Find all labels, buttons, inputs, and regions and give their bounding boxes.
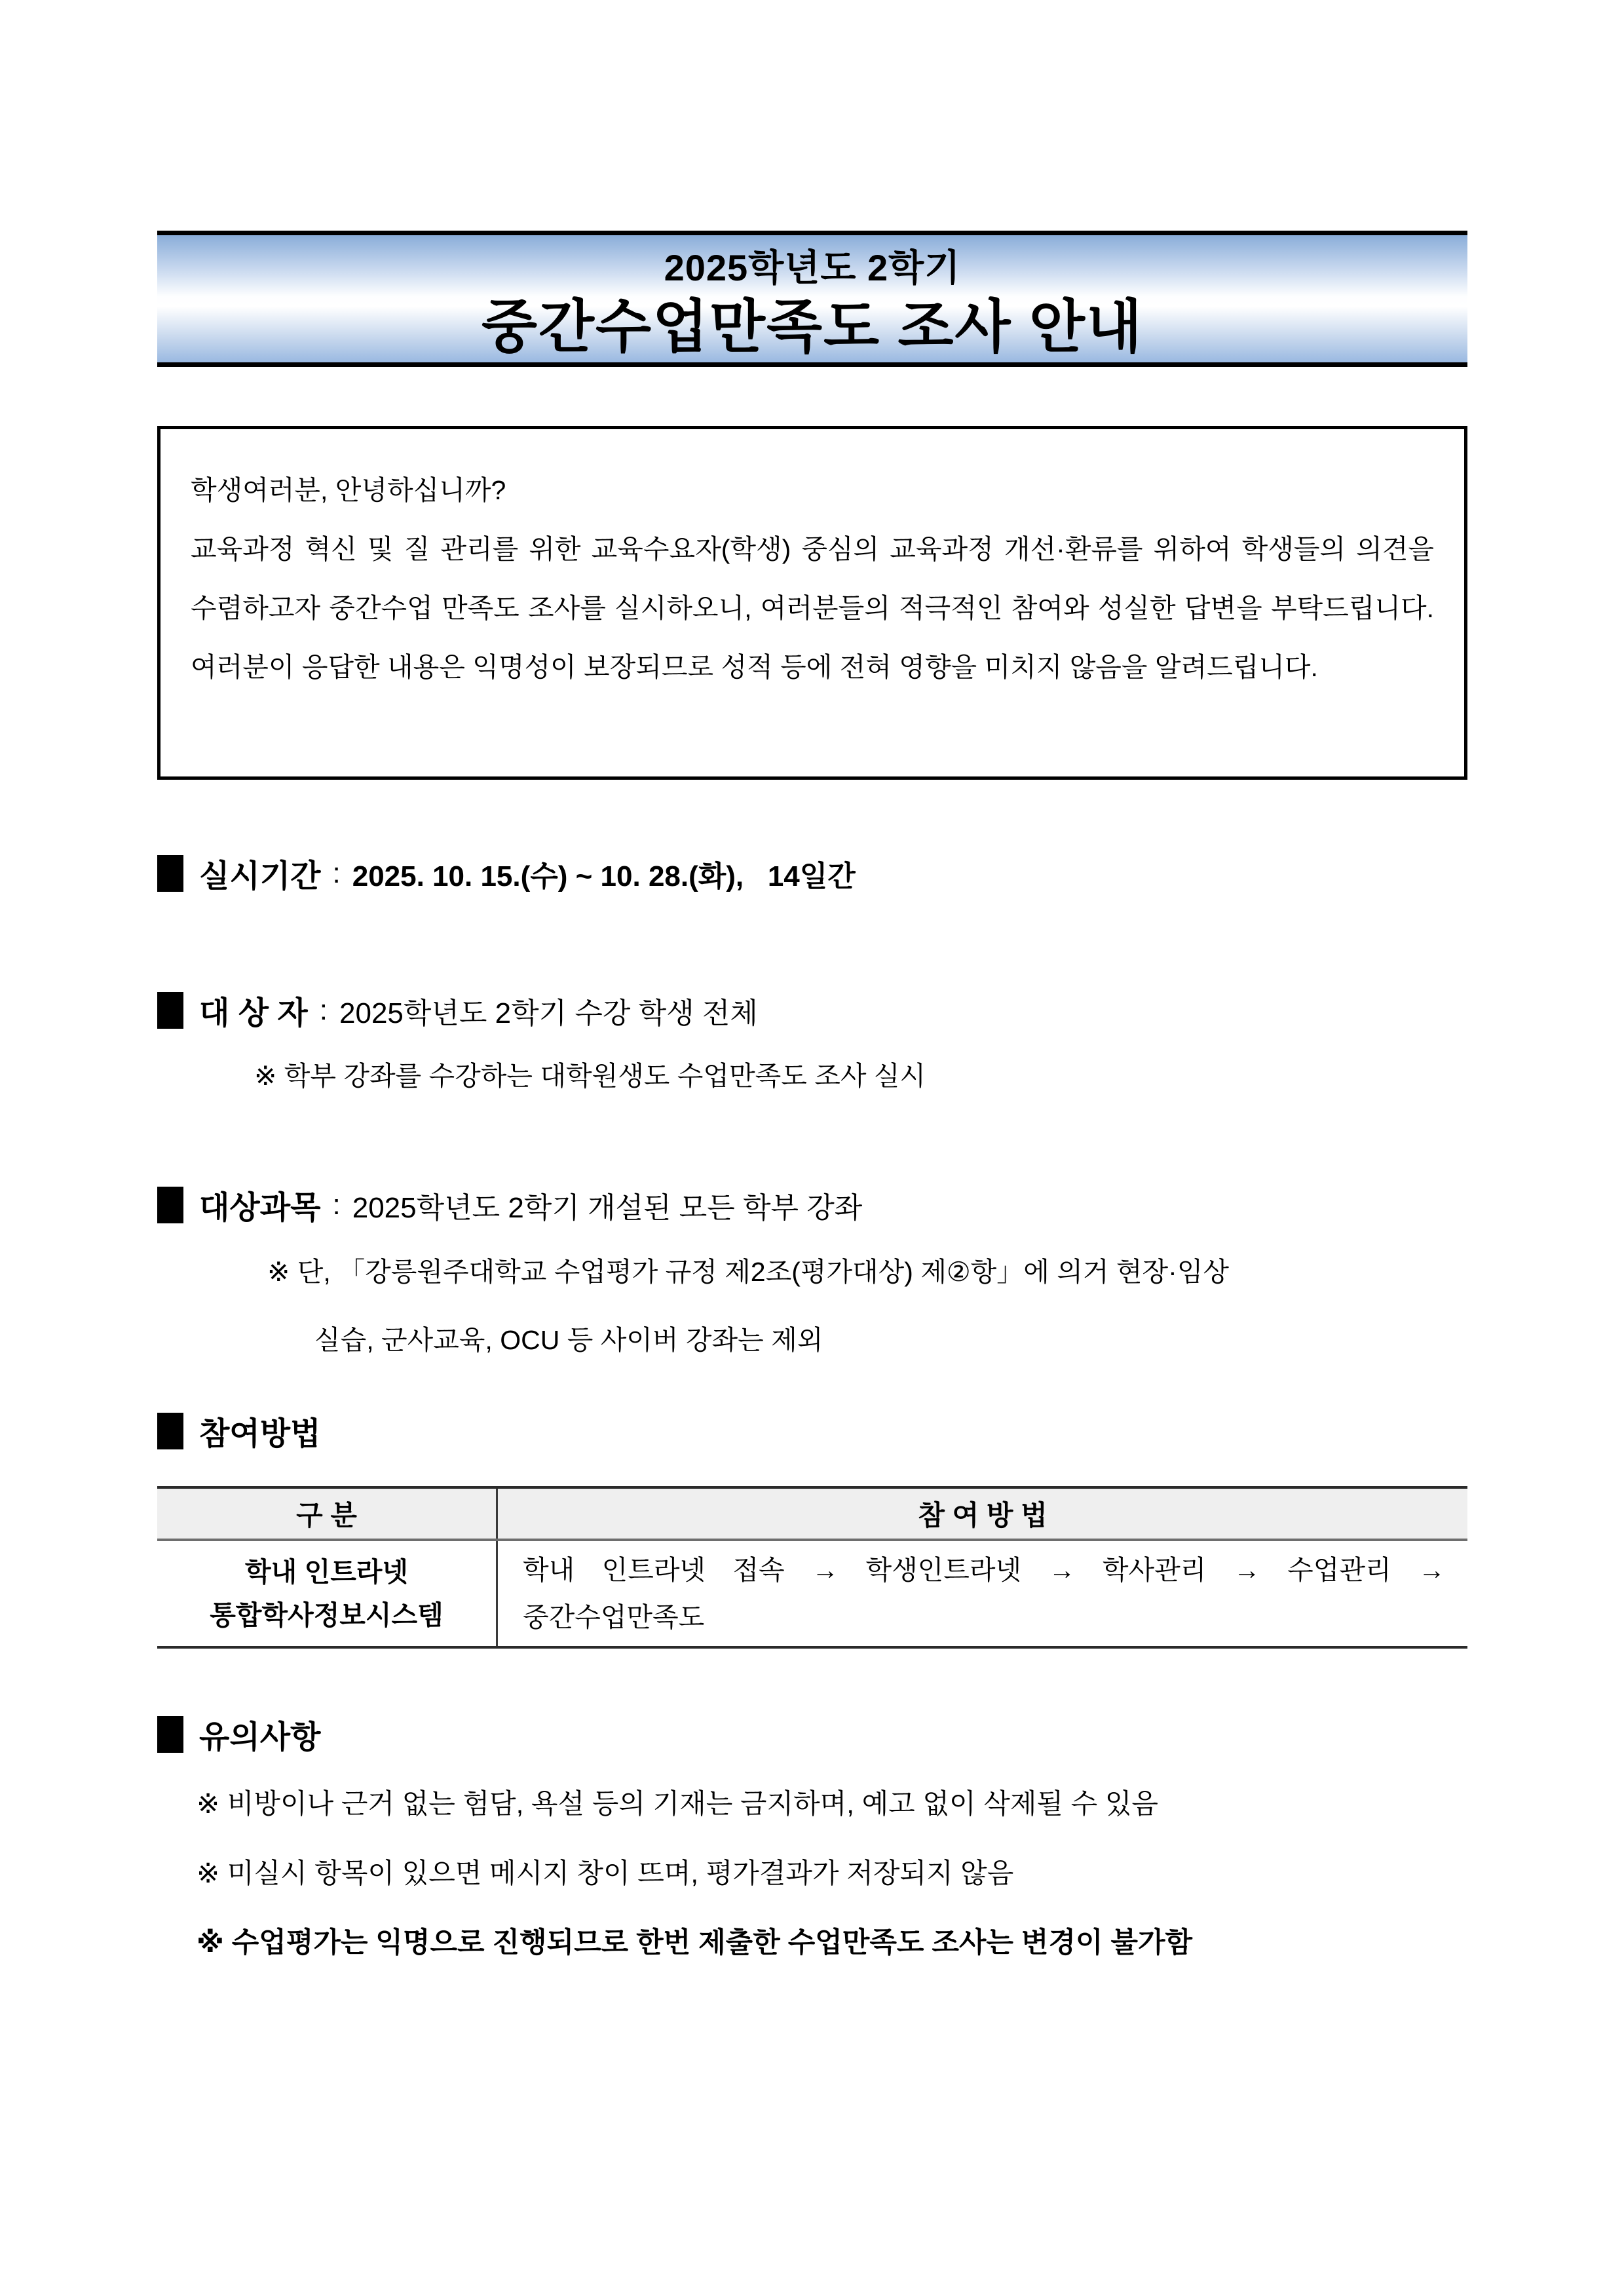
subjects-value: 2025학년도 2학기 개설된 모든 학부 강좌: [352, 1191, 863, 1224]
table-header-method: [498, 1489, 1467, 1539]
target-value: 2025학년도 2학기 수강 학생 전체: [339, 997, 758, 1029]
square-bullet-icon: [157, 1413, 183, 1449]
category-line1: 학내 인트라넷: [244, 1557, 409, 1587]
caution-list: [157, 1787, 1467, 1960]
table-header-method-label: 참 여 방 법: [918, 1500, 1048, 1531]
title-banner: [157, 231, 1467, 367]
caution-item-emphasized: ※ 수업평가는 익명으로 진행되므로 한번 제출한 수업만족도 조사는 변경이 불가함: [197, 1927, 1193, 1959]
section-participation: [157, 1408, 1467, 1453]
category-line2: 통합학사정보시스템: [210, 1600, 444, 1630]
subjects-colon: :: [332, 1188, 341, 1221]
period-value: 2025. 10. 15.(수) ~ 10. 28.(화), 14일간: [352, 860, 856, 892]
square-bullet-icon: [157, 1187, 183, 1223]
subjects-note-line2: 실습, 군사교육, OCU 등 사이버 강좌는 제외: [314, 1325, 823, 1355]
period-colon: :: [332, 856, 341, 889]
greeting-box: [157, 426, 1467, 780]
square-bullet-icon: [157, 1716, 183, 1753]
target-label: 대 상 자: [199, 996, 308, 1031]
subjects-note: [157, 1255, 1467, 1357]
table-row: [157, 1541, 1467, 1646]
period-label: 실시기간: [199, 859, 321, 894]
table-cell-category: [157, 1541, 498, 1646]
square-bullet-icon: [157, 992, 183, 1029]
document-content: [157, 0, 1467, 1995]
target-note: ※ 학부 강좌를 수강하는 대학원생도 수업만족도 조사 실시: [254, 1061, 926, 1091]
section-cautions: [157, 1712, 1467, 1757]
banner-subtitle: 2025학년도 2학기: [664, 247, 961, 288]
subjects-note-line1: ※ 단, 「강릉원주대학교 수업평가 규정 제2조(평가대상) 제②항」에 의거 현장·임상: [267, 1257, 1229, 1287]
method-path-text: 학내 인트라넷 접속 → 학생인트라넷 → 학사관리 → 수업관리 → 중간수업만족도: [523, 1555, 1445, 1632]
caution-item: ※ 미실시 항목이 있으면 메시지 창이 뜨며, 평가결과가 저장되지 않음: [197, 1858, 1014, 1888]
participation-table: [157, 1486, 1467, 1649]
banner-title: 중간수업만족도 조사 안내: [482, 294, 1143, 359]
greeting-body: 교육과정 혁신 및 질 관리를 위한 교육수요자(학생) 중심의 교육과정 개선·환류를 위하여 학생들의 의견을 수렴하고자 중간수업 만족도 조사를 실시하오니, 여러분들의 적극적인 참여와 성실한 답변을 부탁드립니다. 여러분이 응답한 내용은 익명성이 보장되므로 성적 등에 전혀 영향을 미치지 않음을 알려드립니다.: [191, 534, 1434, 682]
table-header-category-label: 구 분: [296, 1500, 357, 1531]
subjects-label: 대상과목: [199, 1191, 321, 1225]
cautions-label: 유의사항: [199, 1720, 321, 1755]
table-header-row: [157, 1489, 1467, 1541]
greeting-line: 학생여러분, 안녕하십니까?: [191, 475, 506, 505]
section-subjects: [157, 1182, 1467, 1227]
square-bullet-icon: [157, 855, 183, 892]
table-cell-method: [498, 1541, 1467, 1646]
caution-item: ※ 비방이나 근거 없는 험담, 욕설 등의 기재는 금지하며, 예고 없이 삭제될 수 있음: [197, 1788, 1158, 1819]
participation-label: 참여방법: [199, 1417, 321, 1451]
table-header-category: [157, 1489, 498, 1539]
target-colon: :: [319, 993, 328, 1026]
section-period: [157, 851, 1467, 896]
section-target: [157, 987, 1467, 1033]
